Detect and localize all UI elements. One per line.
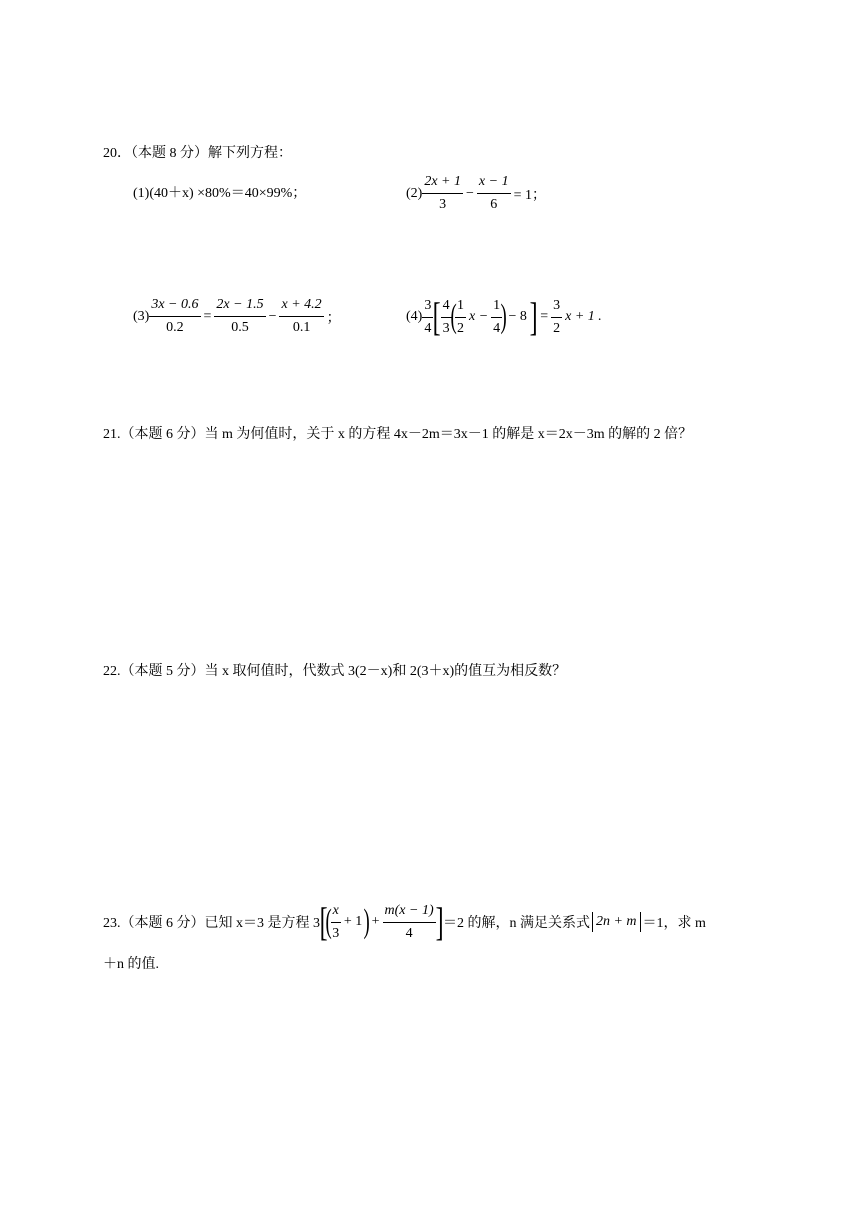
q20-part1: (1)(40＋x) ×80%＝40×99%； <box>133 186 307 201</box>
q20-part4-frac2: $\frac{4}{3}$ <box>442 297 450 336</box>
q20-part4-label: (4) <box>406 309 423 324</box>
q20-title: 20．（本题 8 分）解下列方程： <box>103 146 292 161</box>
q20-part4-frac4: $\frac{1}{4}$ <box>493 297 501 336</box>
q23-left-bracket: [ <box>319 899 328 944</box>
q20-part4-right-paren: ) <box>500 298 507 335</box>
q20-part2-frac2: $\frac{x - 1}{6}$ <box>478 174 509 212</box>
q20-part4-frac5: $\frac{3}{2}$ <box>553 297 561 336</box>
q21-text: 21.（本题 6 分）当 m 为何值时，关于 x 的方程 4x－2m＝3x－1 的解是 x＝2x－3m 的解的 2 倍？ <box>103 427 693 442</box>
q20-part3-label: (3) <box>133 308 150 324</box>
q23-suffix1: ＝2 的解，n 满足关系式 <box>442 916 590 931</box>
q20-part4-frac1: $\frac{3}{4}$ <box>424 297 432 336</box>
q23-line1 <box>103 899 706 944</box>
q20-part4-frac3: $\frac{1}{2}$ <box>456 297 464 336</box>
q20-part4-left-paren: ( <box>450 298 457 335</box>
q20-part2-label: (2) <box>406 185 423 201</box>
q23-suffix2: ＝1，求 m <box>642 916 706 931</box>
q20-part2 <box>406 174 549 213</box>
q23-frac-x-over-3: $\frac{x}{3}$ <box>332 902 340 941</box>
q20-part4-minus8: − 8 <box>508 309 527 324</box>
q22-text: 22.（本题 5 分）当 x 取何值时，代数式 3(2－x)和 2(3＋x)的值互为相反数？ <box>103 664 567 679</box>
q23-frac-m: $\frac{m(x - 1)}{4}$ <box>384 902 434 941</box>
q20-part4-x-minus: x − <box>468 309 489 324</box>
q20-part2-frac1: $\frac{2x + 1}{3}$ <box>424 174 461 212</box>
q20-part4 <box>406 294 605 339</box>
q23-right-bracket: ] <box>435 899 444 944</box>
q20-part3-end: ； <box>326 310 341 326</box>
q20-part2-rhs: = 1； <box>513 187 546 203</box>
q20-part3-frac2: $\frac{2x - 1.5}{0.5}$ <box>216 297 264 335</box>
q20-part3-equals: = <box>203 308 212 324</box>
q23-prefix: 23.（本题 6 分）已知 x＝3 是方程 3 <box>103 916 320 931</box>
q20-part4-equals: = <box>540 309 549 324</box>
q20-part3-frac3: $\frac{x + 4.2}{0.1}$ <box>281 297 322 335</box>
q23-plus: + <box>371 914 380 929</box>
q20-part3-minus: − <box>268 308 277 324</box>
q23-right-paren: ) <box>363 903 371 940</box>
q20-part4-rhs: x + 1 . <box>565 309 602 324</box>
q20-part4-left-bracket: [ <box>432 294 441 339</box>
q23-plus1: + 1 <box>343 914 363 929</box>
q23-line2: ＋n 的值. <box>103 957 159 972</box>
q20-part3-frac1: $\frac{3x - 0.6}{0.2}$ <box>151 297 199 335</box>
q20-part2-minus: − <box>466 185 474 201</box>
q20-part3 <box>133 297 344 336</box>
q23-left-paren: ( <box>325 903 333 940</box>
q23-abs: 2n + m <box>592 912 641 932</box>
q20-part4-right-bracket: ] <box>529 294 538 339</box>
